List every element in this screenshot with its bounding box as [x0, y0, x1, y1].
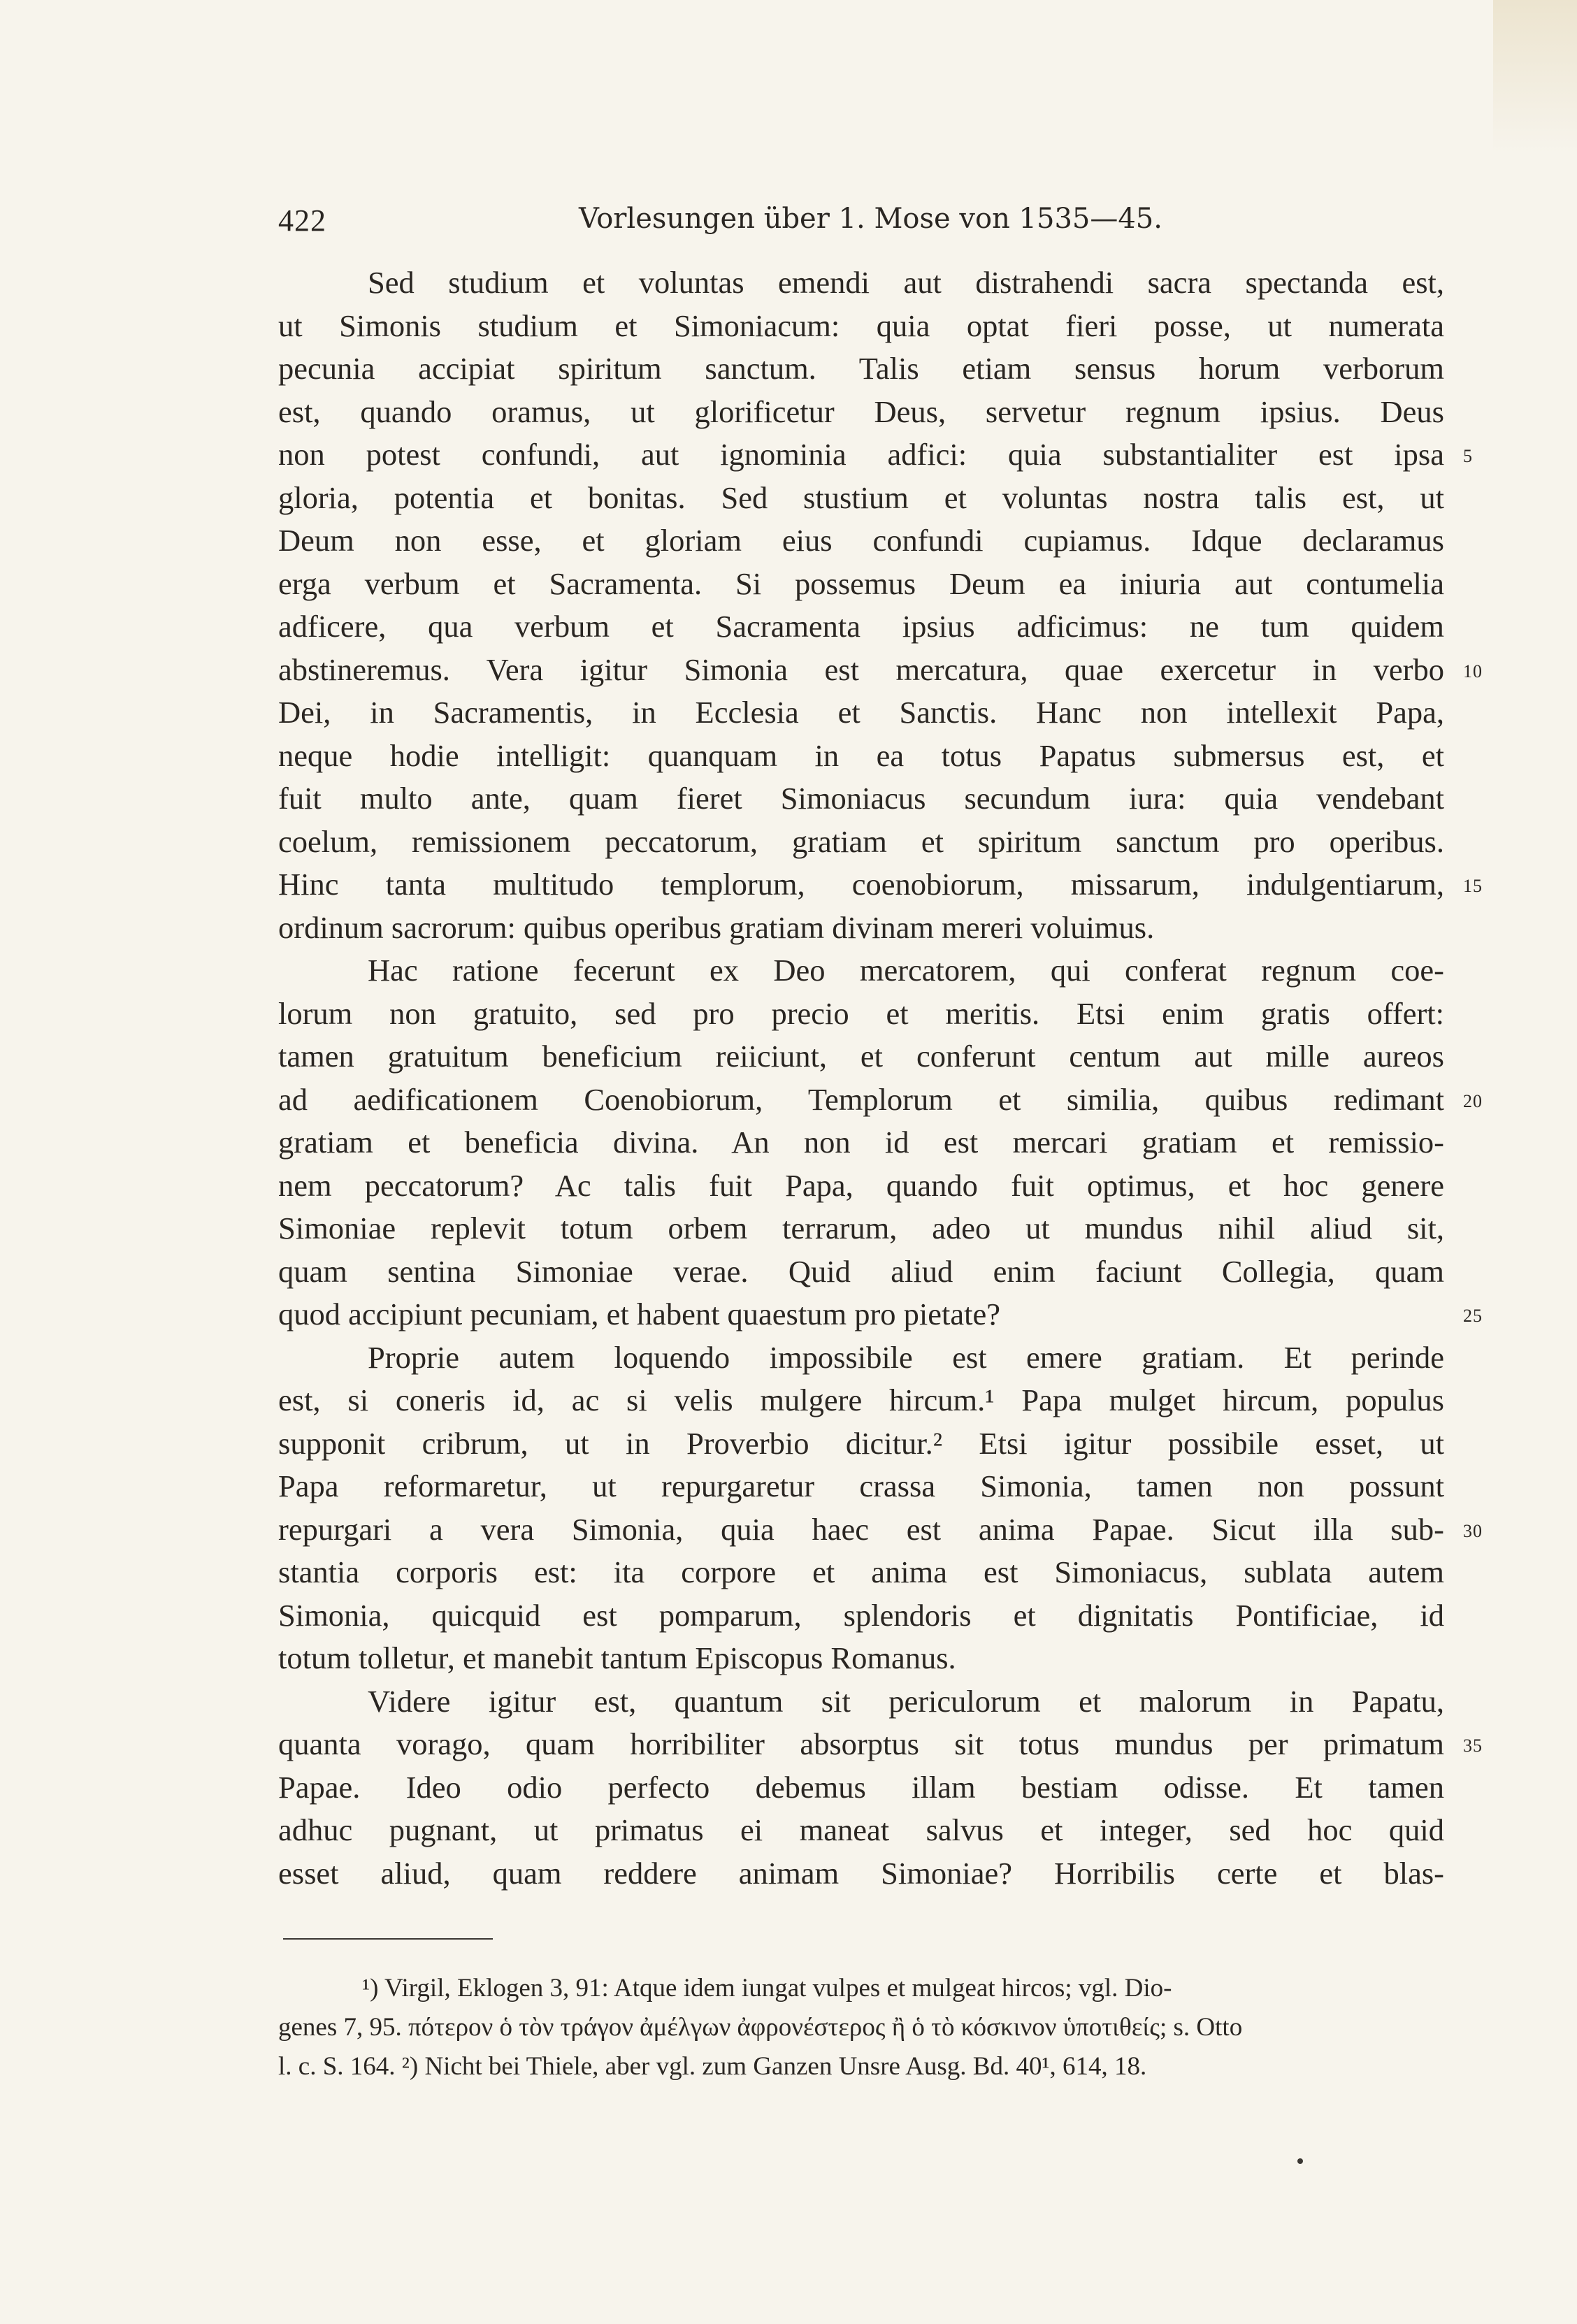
text-line-content: gratiam et beneficia divina. An non id est mercari gratiam et remissio- [278, 1125, 1444, 1160]
text-line-content: totum tolletur, et manebit tantum Episcopus Romanus. [278, 1640, 956, 1675]
text-line-content: ordinum sacrorum: quibus operibus gratiam divinam mereri voluimus. [278, 909, 1155, 945]
text-line [278, 1336, 1444, 1380]
text-line [278, 519, 1444, 563]
text-line [278, 563, 1444, 606]
text-line-content: Sed studium et voluntas emendi aut distrahendi sacra spectanda est, [368, 265, 1444, 300]
text-line-content: ut Simonis studium et Simoniacum: quia optat fieri posse, ut numerata [278, 308, 1444, 343]
text-line [278, 1293, 1483, 1336]
text-line [278, 1809, 1444, 1852]
text-line-content: coelum, remissionem peccatorum, gratiam et spiritum sanctum pro operibus. [278, 823, 1444, 859]
text-line-content: Deum non esse, et gloriam eius confundi cupiamus. Idque declaramus [278, 523, 1444, 558]
text-line-content: adhuc pugnant, ut primatus ei maneat salvus et integer, sed hoc quid [278, 1812, 1444, 1847]
text-line [278, 1637, 1444, 1680]
text-line-content: est, quando oramus, ut glorificetur Deus, servetur regnum ipsius. Deus [278, 394, 1444, 429]
text-line [278, 605, 1444, 649]
text-line-content: fuit multo ante, quam fieret Simoniacus secundum iura: quia vendebant [278, 781, 1444, 816]
text-line [278, 1508, 1483, 1552]
text-line [278, 691, 1444, 735]
text-line [278, 649, 1483, 692]
text-line-content: non potest confundi, aut ignominia adfici: quia substantialiter est ipsa [278, 437, 1444, 472]
text-line-content: adficere, qua verbum et Sacramenta ipsius adficimus: ne tum quidem [278, 609, 1444, 644]
footnote-rule [283, 1938, 493, 1940]
text-line-content: Dei, in Sacramentis, in Ecclesia et Sanctis. Hanc non intellexit Papa, [278, 695, 1444, 730]
text-line-content: Papae. Ideo odio perfecto debemus illam bestiam odisse. Et tamen [278, 1769, 1444, 1805]
line-number: 35 [1463, 1735, 1483, 1756]
text-line [278, 305, 1444, 348]
text-line-content: stantia corporis est: ita corpore et anima est Simoniacus, sublata autem [278, 1554, 1444, 1589]
text-line [278, 1723, 1483, 1766]
body-text [278, 261, 1483, 1895]
line-number: 5 [1463, 446, 1473, 466]
text-line-content: lorum non gratuito, sed pro precio et meritis. Etsi enim gratis offert: [278, 995, 1444, 1031]
line-number: 30 [1463, 1520, 1483, 1541]
footnote-line: l. c. S. 164. ²) Nicht bei Thiele, aber vgl. zum Ganzen Unsre Ausg. Bd. 40¹, 614, 18. [278, 2052, 1147, 2081]
text-line [278, 949, 1444, 993]
text-line [278, 1078, 1483, 1122]
text-line-content: pecunia accipiat spiritum sanctum. Talis etiam sensus horum verborum [278, 351, 1444, 386]
text-line [278, 347, 1444, 391]
text-line-content: Videre igitur est, quantum sit periculorum et malorum in Papatu, [368, 1683, 1444, 1719]
text-line-content: Simoniae replevit totum orbem terrarum, adeo ut mundus nihil aliud sit, [278, 1211, 1444, 1246]
text-line [278, 1680, 1444, 1724]
text-line-content: neque hodie intelligit: quanquam in ea totus Papatus submersus est, et [278, 737, 1444, 773]
page-number: 422 [278, 203, 326, 238]
text-line [278, 1121, 1444, 1164]
text-line-content: Proprie autem loquendo impossibile est emere gratiam. Et perinde [368, 1339, 1444, 1375]
text-line-content: tamen gratuitum beneficium reiiciunt, et conferunt centum aut mille aureos [278, 1039, 1444, 1074]
line-number: 10 [1463, 661, 1483, 681]
text-line-content: supponit cribrum, ut in Proverbio dicitur.² Etsi igitur possibile esset, ut [278, 1425, 1444, 1461]
line-number: 20 [1463, 1090, 1483, 1111]
text-line [278, 1551, 1444, 1594]
text-line-content: Hac ratione fecerunt ex Deo mercatorem, qui conferat regnum coe- [368, 953, 1444, 988]
ink-speck [1297, 2158, 1303, 2164]
text-line [278, 433, 1473, 477]
line-number: 15 [1463, 876, 1483, 896]
text-line-content: erga verbum et Sacramenta. Si possemus Deum ea iniuria aut contumelia [278, 565, 1444, 601]
text-line [278, 907, 1444, 950]
text-line-content: esset aliud, quam reddere animam Simoniae? Horribilis certe et blas- [278, 1855, 1444, 1891]
text-line [278, 993, 1444, 1036]
text-line-content: est, si coneris id, ac si velis mulgere hircum.¹ Papa mulget hircum, populus [278, 1383, 1444, 1417]
footnote-line: ¹) Virgil, Eklogen 3, 91: Atque idem iungat vulpes et mulgeat hircos; vgl. Dio- [362, 1974, 1172, 2002]
text-line-content: nem peccatorum? Ac talis fuit Papa, quando fuit optimus, et hoc genere [278, 1167, 1444, 1203]
text-line [278, 1164, 1444, 1208]
running-title: Vorlesungen über 1. Mose von 1535—45. [579, 203, 1162, 235]
text-line [278, 863, 1483, 907]
text-line [278, 1594, 1444, 1638]
footnotes [278, 1969, 1444, 2086]
text-line [278, 1207, 1444, 1250]
text-line [278, 735, 1444, 778]
text-line [278, 777, 1444, 821]
text-line [278, 391, 1444, 434]
text-line [278, 477, 1444, 520]
text-line-content: repurgari a vera Simonia, quia haec est anima Papae. Sicut illa sub- [278, 1511, 1444, 1547]
text-line-content: gloria, potentia et bonitas. Sed stustium et voluntas nostra talis est, ut [278, 479, 1444, 515]
line-number: 25 [1463, 1306, 1483, 1326]
page-header [278, 203, 1444, 238]
text-line [278, 261, 1444, 305]
text-line-content: ad aedificationem Coenobiorum, Templorum et similia, quibus redimant [278, 1081, 1444, 1117]
text-line [278, 1465, 1444, 1508]
text-line [278, 1852, 1444, 1896]
text-line-content: Hinc tanta multitudo templorum, coenobiorum, missarum, indulgentiarum, [278, 867, 1444, 902]
text-line-content: abstineremus. Vera igitur Simonia est mercatura, quae exercetur in verbo [278, 651, 1444, 687]
text-line-content: Simonia, quicquid est pomparum, splendoris et dignitatis Pontificiae, id [278, 1597, 1444, 1633]
text-line [278, 1766, 1444, 1810]
text-line [278, 1250, 1444, 1294]
text-line-content: Papa reformaretur, ut repurgaretur crassa Simonia, tamen non possunt [278, 1468, 1444, 1503]
text-line [278, 1379, 1444, 1422]
text-line [278, 821, 1444, 864]
text-line-content: quanta vorago, quam horribiliter absorptus sit totus mundus per primatum [278, 1726, 1444, 1761]
text-line [278, 1035, 1444, 1078]
text-line-content: quod accipiunt pecuniam, et habent quaestum pro pietate? [278, 1297, 1001, 1331]
text-line-content: quam sentina Simoniae verae. Quid aliud enim faciunt Collegia, quam [278, 1253, 1444, 1289]
text-line [278, 1422, 1444, 1466]
footnote-line: genes 7, 95. πότερον ὁ τὸν τράγον ἀμέλγων ἀφρονέστερος ἢ ὁ τὸ κόσκινον ὑποτιθείς; s. Otto [278, 2013, 1243, 2042]
page-edge-shadow [1493, 0, 1577, 154]
